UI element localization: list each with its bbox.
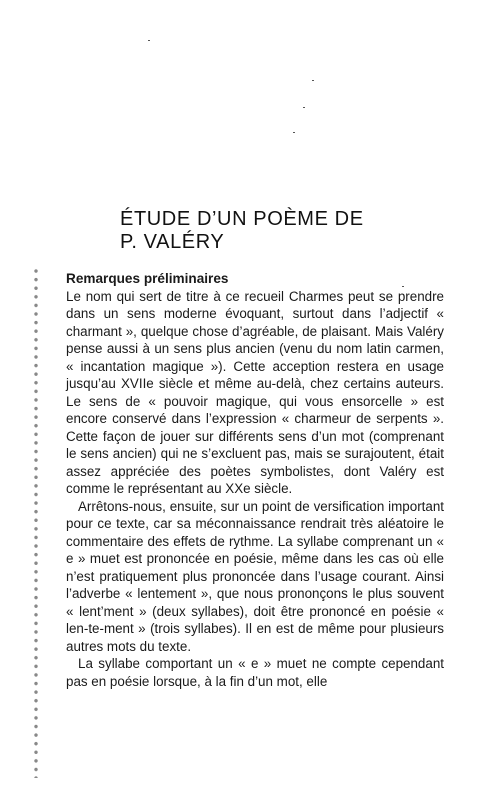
body-text (66, 270, 444, 690)
section-heading: Remarques préliminaires (66, 271, 229, 286)
page-title-line-2: P. VALÉRY (120, 231, 225, 253)
scan-speck (148, 40, 150, 41)
spiral-binding-holes (33, 268, 39, 778)
scan-speck (293, 132, 295, 133)
paragraph-3: La syllabe comportant un « e » muet ne compte cependant pas en poésie lorsque, à la fin d’un mot, elle (66, 656, 444, 689)
page-title (120, 208, 440, 254)
page-title-line-1: ÉTUDE D’UN POÈME DE (120, 208, 364, 230)
paragraph-1: Le nom qui sert de titre à ce recueil Charmes peut se prendre dans un sens moderne évoquant, surtout dans l’adjectif « charmant », quelque chose d’agréable, de plaisant. Mais Valéry pense aussi à un sens plus ancien (venu du nom latin carmen, « incantation magique »). Cette acception restera en usage jusqu’au XVIIe siècle et même au-delà, chez certains auteurs. Le sens de « pouvoir magique, qui vous ensorcelle » est encore conservé dans l’expression « charmeur de serpents ». Cette façon de jouer sur différents sens d’un mot (comprenant le sens ancien) qui ne s’excluent pas, mais se surajoutent, était assez appréciée des poètes symbolistes, dont Valéry est comme le représentant au XXe siècle. (66, 288, 444, 496)
paragraph-2: Arrêtons-nous, ensuite, sur un point de versification important pour ce texte, car sa méconnaissance rendrait très aléatoire le commentaire des effets de rythme. La syllabe comprenant un « e » muet est prononcée en poésie, même dans les cas où elle n’est pratiquement plus prononcée dans l’usage courant. Ainsi l’adverbe « lentement », que nous prononçons le plus souvent « lent’ment » (deux syllabes), doit être prononcé en poésie « len-te-ment » (trois syllabes). Il en est de même pour plusieurs autres mots du texte. (66, 498, 444, 654)
scan-speck (312, 80, 314, 81)
scan-speck (303, 107, 305, 108)
